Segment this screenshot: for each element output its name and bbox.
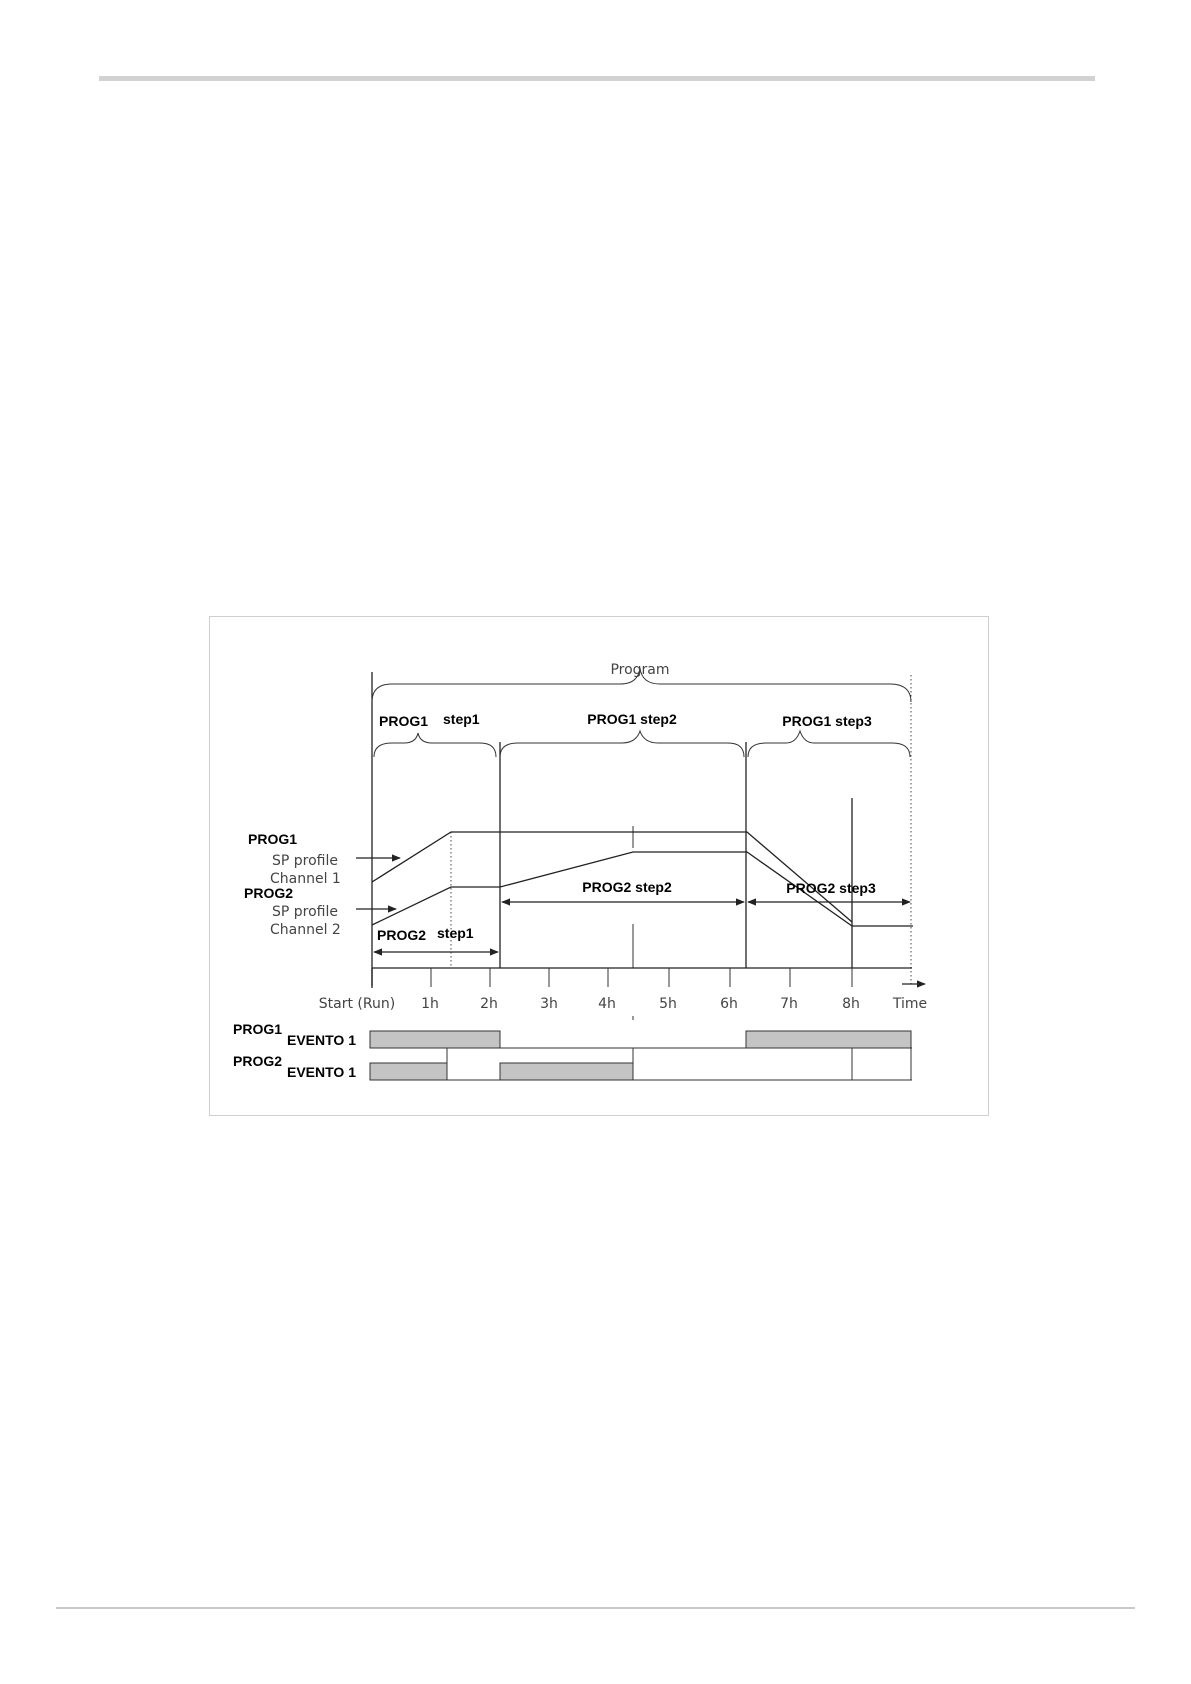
prog1-event-prefix: PROG1: [233, 1021, 283, 1037]
prog2-event-name: EVENTO 1: [287, 1064, 356, 1080]
prog2-profile-line2: Channel 2: [270, 922, 341, 938]
tick-label-4h: 4h: [598, 996, 616, 1012]
prog2-step2-label: PROG2 step2: [582, 879, 672, 895]
tick-label-1h: 1h: [421, 996, 439, 1012]
prog2-event-prefix: PROG2: [233, 1053, 283, 1069]
time-axis-tick-marks: [372, 968, 852, 988]
prog1-step2-label: PROG1 step2: [587, 711, 677, 727]
prog1-step1-label: step1: [443, 711, 480, 727]
prog2-profile-name: PROG2: [244, 885, 294, 901]
prog1-step3-label: PROG1 step3: [782, 713, 872, 729]
prog1-event-on-2: [746, 1031, 911, 1048]
prog1-step1-brace: [374, 733, 496, 757]
prog1-step3-brace: [748, 731, 910, 757]
prog2-event-on-1: [370, 1063, 447, 1080]
prog2-step3-label: PROG2 step3: [786, 880, 876, 896]
tick-label-2h: 2h: [480, 996, 498, 1012]
tick-label-3h: 3h: [540, 996, 558, 1012]
tick-label-5h: 5h: [659, 996, 677, 1012]
program-label: Program: [610, 662, 670, 678]
prog1-profile-line2: Channel 1: [270, 871, 341, 887]
footer-rule: [56, 1607, 1135, 1609]
prog2-event-on-2: [500, 1063, 633, 1080]
prog2-profile-line1: SP profile: [272, 904, 339, 920]
prog1-step1-prefix: PROG1: [379, 713, 429, 729]
prog1-profile-name: PROG1: [248, 831, 298, 847]
tick-label-8h: 8h: [842, 996, 860, 1012]
prog2-step1-prefix: PROG2: [377, 927, 427, 943]
tick-label-6h: 6h: [720, 996, 738, 1012]
tick-label-start: Start (Run): [318, 996, 396, 1012]
prog1-step2-brace: [500, 731, 744, 757]
prog1-profile-line1: SP profile: [272, 853, 339, 869]
prog1-event-row: [370, 1031, 912, 1048]
prog1-event-name: EVENTO 1: [287, 1032, 356, 1048]
prog1-sp-profile-curve: [372, 832, 852, 922]
tick-label-7h: 7h: [780, 996, 798, 1012]
time-axis-label: Time: [892, 996, 928, 1012]
prog2-step1-label: step1: [437, 925, 474, 941]
prog1-event-on-1: [370, 1031, 500, 1048]
prog2-event-row: [370, 1048, 912, 1080]
